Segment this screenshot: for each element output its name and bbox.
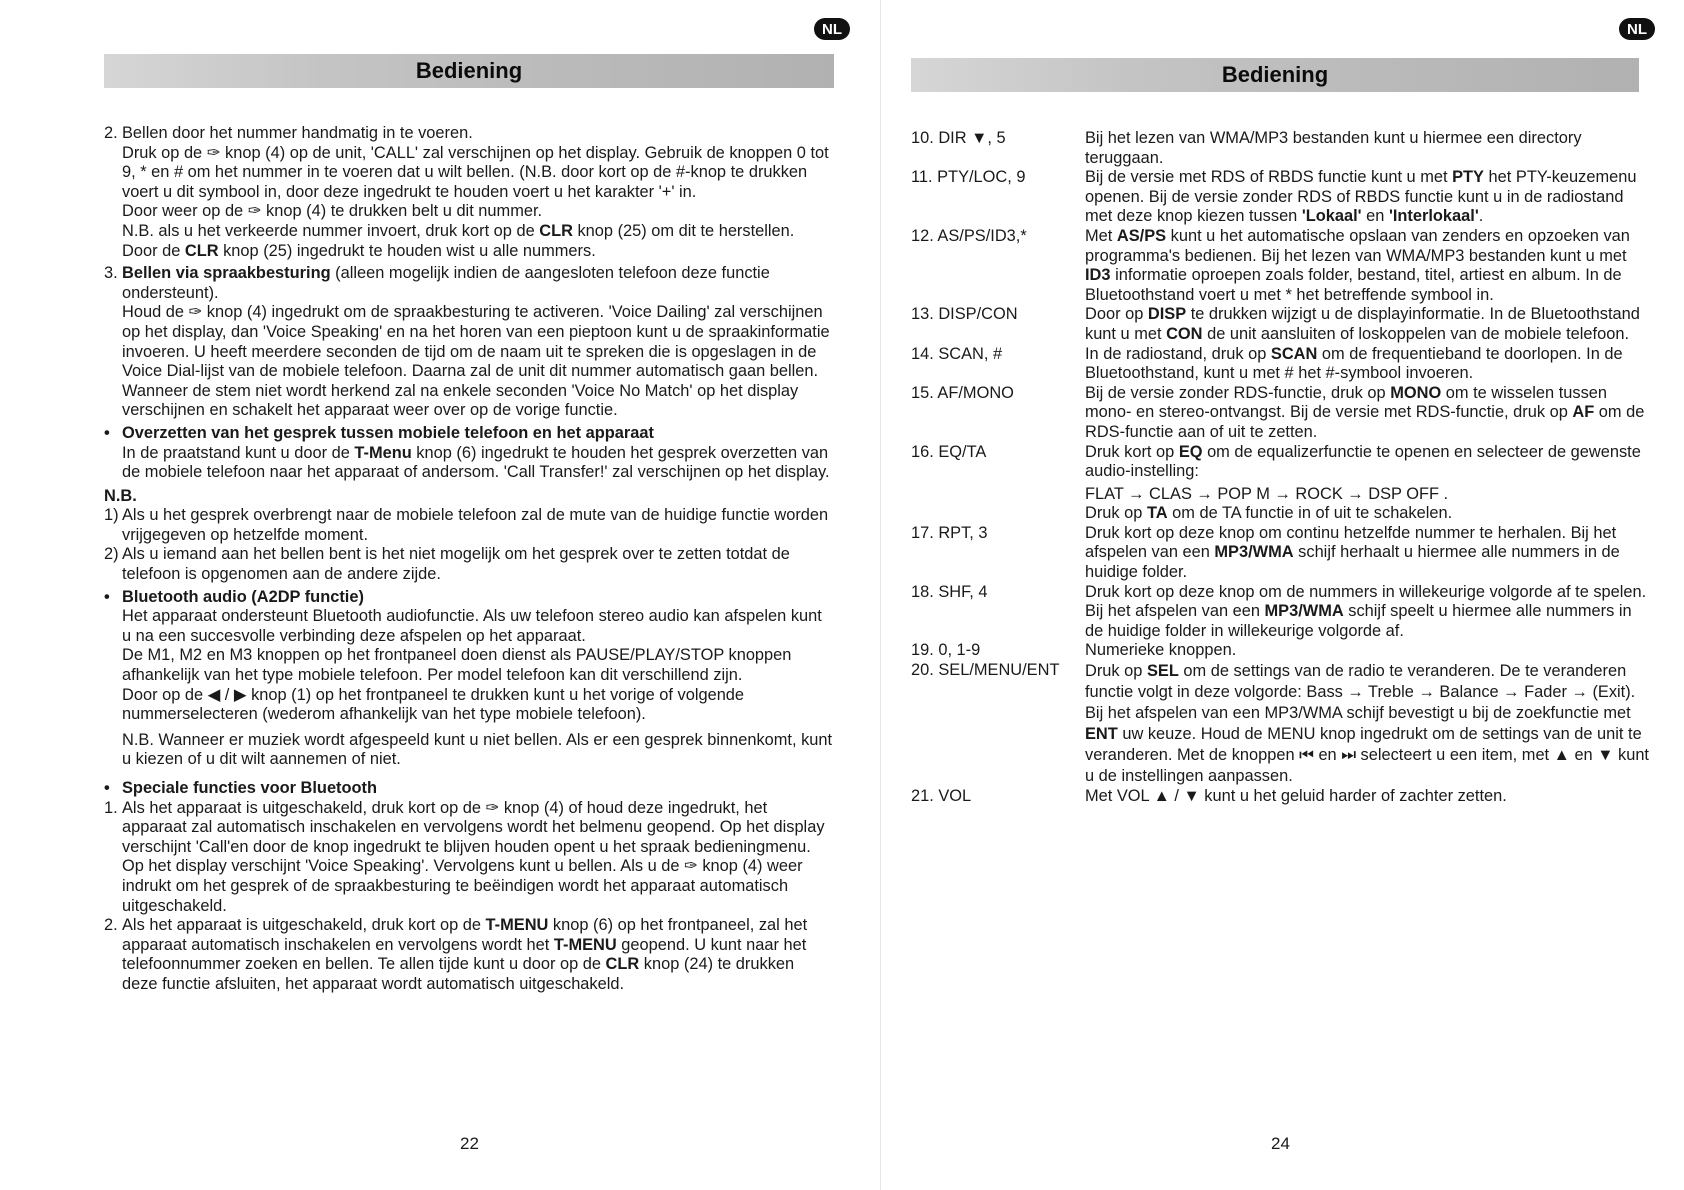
paragraph: Druk op de ✑ knop (4) op de unit, 'CALL' zal verschijnen op het display. Gebruik de knoppen 0 tot 9, * en # om het nummer in te voeren dat u wilt bellen. (N.B. door kort op de #-knop te drukken voert u dit symbool in, door deze ingedrukt te houden voert u het karakter '+' in. <box>122 143 829 201</box>
note-item: 2) Als u iemand aan het bellen bent is het niet mogelijk om het gesprek over te zetten totdat de telefoon is opgenomen aan de andere zijde. <box>104 545 790 584</box>
note-heading: N.B. <box>104 486 137 505</box>
eq-sequence: FLAT → CLAS → POP M → ROCK → DSP OFF . <box>1085 484 1449 503</box>
bullet-heading: • Bluetooth audio (A2DP functie) <box>104 587 364 606</box>
section-title: Bediening <box>104 54 834 88</box>
description: Druk op SEL om de settings van de radio te veranderen. De te veranderen functie volgt in deze volgorde: Bass → Treble → Balance → Fader → (Exit). Bij het afspelen van een MP3/WMA schijf bevestigt u bij de zoekfunctie met ENT uw keuze. Houd de MENU knop ingedrukt om de settings van de unit te veranderen. Met de knoppen ⏮ en ⏭ selecteert u een item, met ▲ en ▼ kunt u de instellingen aanpassen. <box>1085 662 1649 786</box>
description: Met VOL ▲ / ▼ kunt u het geluid harder of zachter zetten. <box>1085 787 1507 806</box>
language-badge: NL <box>1619 18 1655 40</box>
description: Door op DISP te drukken wijzigt u de displayinformatie. In de Bluetoothstand kunt u met CON de unit aansluiten of loskoppelen van de mobiele telefoon. <box>1085 305 1640 343</box>
paragraph: Wanneer de stem niet wordt herkend zal na enkele seconden 'Voice No Match' op het display verschijnen en schakelt het apparaat weer over op de vorige functie. <box>122 381 799 420</box>
paragraph: Door weer op de ✑ knop (4) te drukken belt u dit nummer. <box>122 202 543 221</box>
list-item-2 <box>104 124 834 261</box>
button-label: 19. 0, 1-9 <box>911 641 981 660</box>
button-label: 11. PTY/LOC, 9 <box>911 168 1026 187</box>
button-label: 10. DIR ▼, 5 <box>911 129 1006 147</box>
paragraph: De M1, M2 en M3 knoppen op het frontpaneel doen dienst als PAUSE/PLAY/STOP knoppen afhankelijk van het type mobiele telefoon. Per model telefoon kan dit verschillend zijn. <box>122 646 792 685</box>
button-label: 17. RPT, 3 <box>911 523 988 542</box>
item-heading: Bellen door het nummer handmatig in te voeren. <box>122 124 473 142</box>
paragraph: Door op de ◀ / ▶ knop (1) op het frontpaneel te drukken kunt u het vorige of volgende nummerselecteren (wederom afhankelijk van het type mobiele telefoon). <box>122 685 745 724</box>
function-row-10 <box>911 129 1653 168</box>
function-row-21 <box>911 787 1653 807</box>
button-label: 12. AS/PS/ID3,* <box>911 226 1027 245</box>
function-row-19 <box>911 641 1653 661</box>
note-item: 1) Als u het gesprek overbrengt naar de mobiele telefoon zal de mute van de huidige functie worden vrijgegeven op hetzelfde moment. <box>104 506 829 544</box>
language-badge: NL <box>814 18 850 40</box>
function-row-14 <box>911 345 1653 384</box>
description: Bij de versie zonder RDS-functie, druk op MONO om te wisselen tussen mono- en stereo-ontvangst. Bij de versie met RDS-functie, druk op AF om de RDS-functie aan of uit te zetten. <box>1085 383 1645 441</box>
bullet-heading: • Speciale functies voor Bluetooth <box>104 779 378 797</box>
function-row-16 <box>911 443 1653 524</box>
description: Met AS/PS kunt u het automatische opslaan van zenders en opzoeken van programma's bedienen. Bij het lezen van WMA/MP3 bestanden kunt u met ID3 informatie oproepen zoals folder, bestand, titel, artiest en album. In de Bluetoothstand voert u met * het betreffende symbool in. <box>1085 226 1630 304</box>
bullet-heading: • Overzetten van het gesprek tussen mobiele telefoon en het apparaat <box>104 423 654 442</box>
item-heading: Bellen via spraakbesturing (alleen mogelijk indien de aangesloten telefoon deze functie ondersteunt). <box>122 264 770 302</box>
item-number: 2. <box>104 124 118 142</box>
function-row-13 <box>911 305 1653 344</box>
description: Bij het lezen van WMA/MP3 bestanden kunt u hiermee een directory teruggaan. <box>1085 129 1582 167</box>
description: Druk kort op deze knop om de nummers in willekeurige volgorde af te spelen. Bij het afspelen van een MP3/WMA schijf speelt u hiermee alle nummers in de huidige folder in willekeurige volgorde af. <box>1085 582 1647 640</box>
function-row-11 <box>911 168 1653 227</box>
button-label: 15. AF/MONO <box>911 383 1014 402</box>
right-content <box>911 129 1653 807</box>
description: Druk kort op EQ om de equalizerfunctie te openen en selecteer de gewenste audio-instelling: FLAT → CLAS → POP M → ROCK → DSP OFF . Druk op TA om de TA functie in of uit te schakelen. <box>1085 443 1653 524</box>
function-row-12 <box>911 227 1653 305</box>
note-paragraph: N.B. als u het verkeerde nummer invoert, druk kort op de CLR knop (25) om dit te herstellen. Door de CLR knop (25) ingedrukt te houden wist u alle nummers. <box>122 221 795 260</box>
list-item: 1. Als het apparaat is uitgeschakeld, druk kort op de ✑ knop (4) of houd deze ingedrukt, het apparaat zal automatisch inschakelen en vervolgens wordt het belmenu geopend. Op het display verschijnt 'Call'en door de knop ingedrukt te blijven houden opent u het spraak bedieningmenu. Op het display verschijnt 'Voice Speaking'. Vervolgens kunt u bellen. Als u de ✑ knop (4) weer indrukt om het gesprek of de spraakbesturing te beëindigen wordt het apparaat automatisch uitgeschakeld. <box>104 798 825 915</box>
description: Druk kort op deze knop om continu hetzelfde nummer te herhalen. Bij het afspelen van een MP3/WMA schijf herhaalt u hiermee alle nummers in de huidige folder. <box>1085 523 1620 582</box>
description: Bij de versie met RDS of RBDS functie kunt u met PTY het PTY-keuzemenu openen. Bij de versie zonder RDS of RBDS functie kunt u in de radiostand met deze knop kiezen tussen 'Lokaal' en 'Interlokaal'. <box>1085 168 1637 226</box>
description: In de radiostand, druk op SCAN om de frequentieband te doorlopen. In de Bluetoothstand, kunt u met # het #-symbool invoeren. <box>1085 344 1623 383</box>
function-row-17 <box>911 524 1653 583</box>
list-item: 2. Als het apparaat is uitgeschakeld, druk kort op de T-MENU knop (6) op het frontpaneel, zal het apparaat automatisch inschakelen en vervolgens wordt het T-MENU geopend. U kunt naar het telefoonnummer zoeken en bellen. Te allen tijde kunt u door op de CLR knop (24) te drukken deze functie afsluiten, het apparaat wordt automatisch uitgeschakeld. <box>104 916 808 993</box>
list-item-3 <box>104 264 834 421</box>
paragraph: In de praatstand kunt u door de T-Menu knop (6) ingedrukt te houden het gesprek overzetten van de mobiele telefoon naar het apparaat of andersom. 'Call Transfer!' zal verschijnen op het display. <box>122 443 830 482</box>
section-title: Bediening <box>911 58 1639 92</box>
page-number: 24 <box>1271 1134 1290 1153</box>
item-number: 3. <box>104 264 118 283</box>
function-row-15 <box>911 384 1653 443</box>
left-content <box>104 124 834 995</box>
description: Numerieke knoppen. <box>1085 641 1237 660</box>
right-page <box>880 0 1684 1190</box>
button-label: 14. SCAN, # <box>911 344 1003 363</box>
page-number: 22 <box>460 1134 479 1153</box>
function-row-20 <box>911 661 1653 787</box>
function-row-18 <box>911 583 1653 642</box>
paragraph: Houd de ✑ knop (4) ingedrukt om de spraakbesturing te activeren. 'Voice Dailing' zal verschijnen op het display, dan 'Voice Speaking' en na het horen van een pieptoon kunt u de spraakinformatie invoeren. U heeft meerdere seconden de tijd om de naam uit te spreken die is opgeslagen in de Voice Dial-lijst van de mobiele telefoon. Daarna zal de unit dit nummer automatisch gaan bellen. <box>122 303 830 381</box>
note-paragraph: N.B. Wanneer er muziek wordt afgespeeld kunt u niet bellen. Als er een gesprek binnenkomt, kunt u kiezen of u dit wilt aannemen of niet. <box>122 730 833 769</box>
paragraph: Het apparaat ondersteunt Bluetooth audiofunctie. Als uw telefoon stereo audio kan afspelen kunt u na een succesvolle verbinding deze afspelen op het apparaat. <box>122 607 822 645</box>
button-label: 16. EQ/TA <box>911 442 987 461</box>
button-label: 13. DISP/CON <box>911 305 1018 324</box>
button-label: 20. SEL/MENU/ENT <box>911 661 1060 680</box>
button-label: 21. VOL <box>911 787 972 806</box>
button-label: 18. SHF, 4 <box>911 582 988 601</box>
